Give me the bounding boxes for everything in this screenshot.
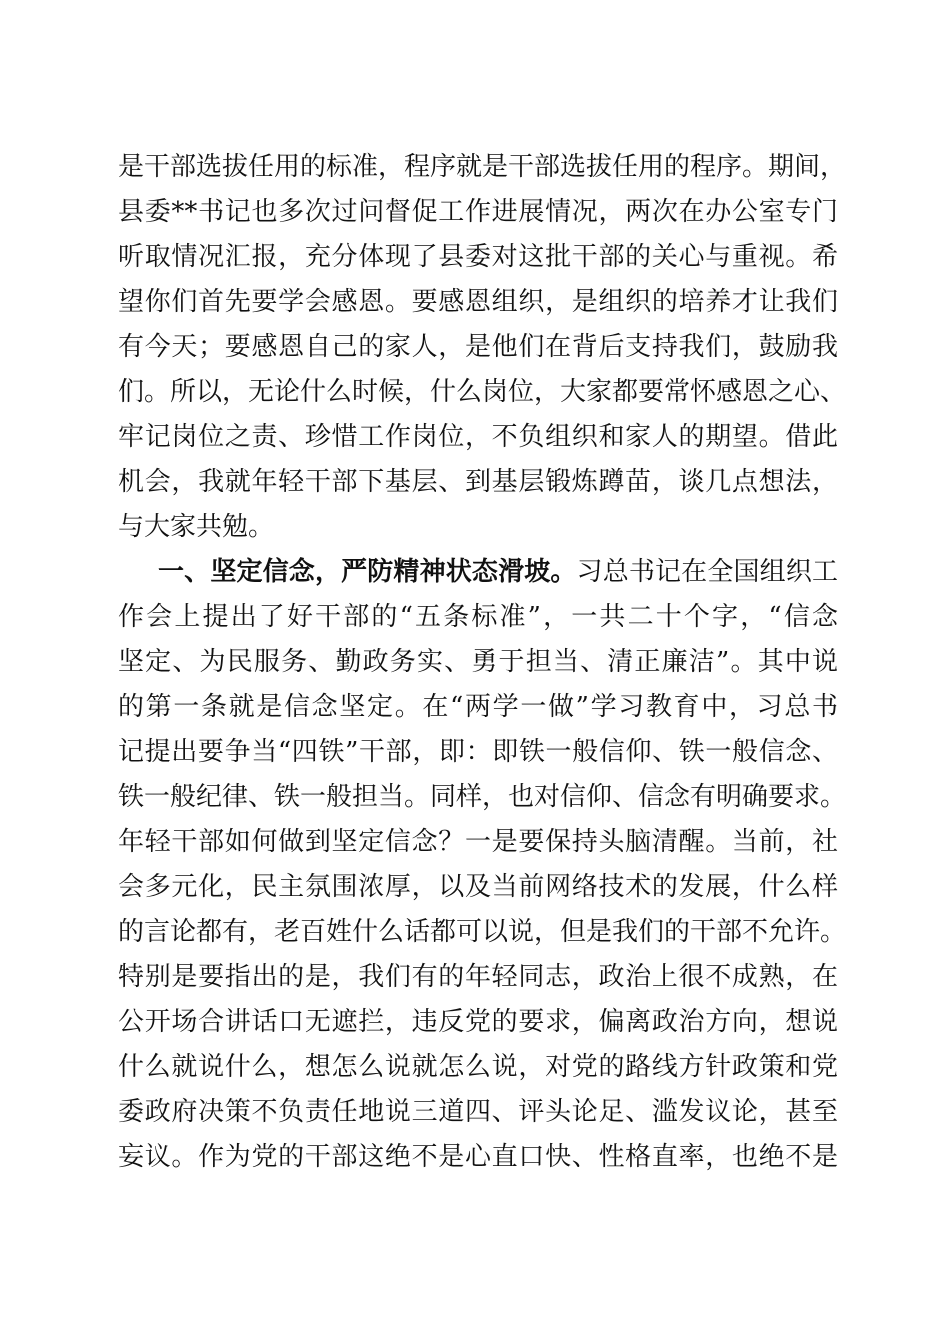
text-line: 是干部选拔任用的标准，程序就是干部选拔任用的程序。期间， — [118, 152, 847, 182]
text-line: 年轻干部如何做到坚定信念？一是要保持头脑清醒。当前，社 — [118, 827, 838, 857]
text-line: 委政府决策不负责任地说三道四、评头论足、滥发议论，甚至 — [118, 1097, 838, 1127]
section-first-line-text: 习总书记在全国组织工 — [576, 557, 838, 587]
text-line: 听取情况汇报，充分体现了县委对这批干部的关心与重视。希 — [118, 242, 838, 272]
text-line: 什么就说什么，想怎么说就怎么说，对党的路线方针政策和党 — [118, 1052, 838, 1082]
text-line: 特别是要指出的是，我们有的年轻同志，政治上很不成熟，在 — [118, 962, 838, 992]
text-line: 县委**书记也多次过问督促工作进展情况，两次在办公室专门 — [118, 197, 838, 227]
text-line: 的言论都有，老百姓什么话都可以说，但是我们的干部不允许。 — [118, 917, 847, 947]
section-heading: 一、坚定信念，严防精神状态滑坡。 — [158, 557, 577, 587]
text-line: 作会上提出了好干部的“五条标准”，一共二十个字，“信念 — [118, 602, 838, 632]
text-line: 与大家共勉。 — [118, 512, 275, 542]
section-first-line — [118, 550, 838, 595]
text-line: 有今天；要感恩自己的家人，是他们在背后支持我们，鼓励我 — [118, 332, 838, 362]
text-line: 牢记岗位之责、珍惜工作岗位，不负组织和家人的期望。借此 — [118, 422, 838, 452]
text-line: 公开场合讲话口无遮拦，违反党的要求，偏离政治方向，想说 — [118, 1007, 838, 1037]
body-text — [118, 145, 847, 1180]
text-line: 们。所以，无论什么时候，什么岗位，大家都要常怀感恩之心、 — [118, 377, 847, 407]
text-line: 机会，我就年轻干部下基层、到基层锻炼蹲苗，谈几点想法， — [118, 467, 838, 497]
text-line: 的第一条就是信念坚定。在“两学一做”学习教育中，习总书 — [118, 692, 838, 722]
text-line: 妄议。作为党的干部这绝不是心直口快、性格直率，也绝不是 — [118, 1142, 838, 1172]
text-line: 铁一般纪律、铁一般担当。同样，也对信仰、信念有明确要求。 — [118, 782, 847, 812]
text-line: 记提出要争当“四铁”干部，即：即铁一般信仰、铁一般信念、 — [118, 737, 838, 767]
text-line: 会多元化，民主氛围浓厚，以及当前网络技术的发展，什么样 — [118, 872, 838, 902]
text-line: 坚定、为民服务、勤政务实、勇于担当、清正廉洁”。其中说 — [118, 647, 838, 677]
paragraph-intro — [118, 145, 847, 550]
paragraph-section-one — [118, 550, 847, 1180]
text-line: 望你们首先要学会感恩。要感恩组织，是组织的培养才让我们 — [118, 287, 838, 317]
